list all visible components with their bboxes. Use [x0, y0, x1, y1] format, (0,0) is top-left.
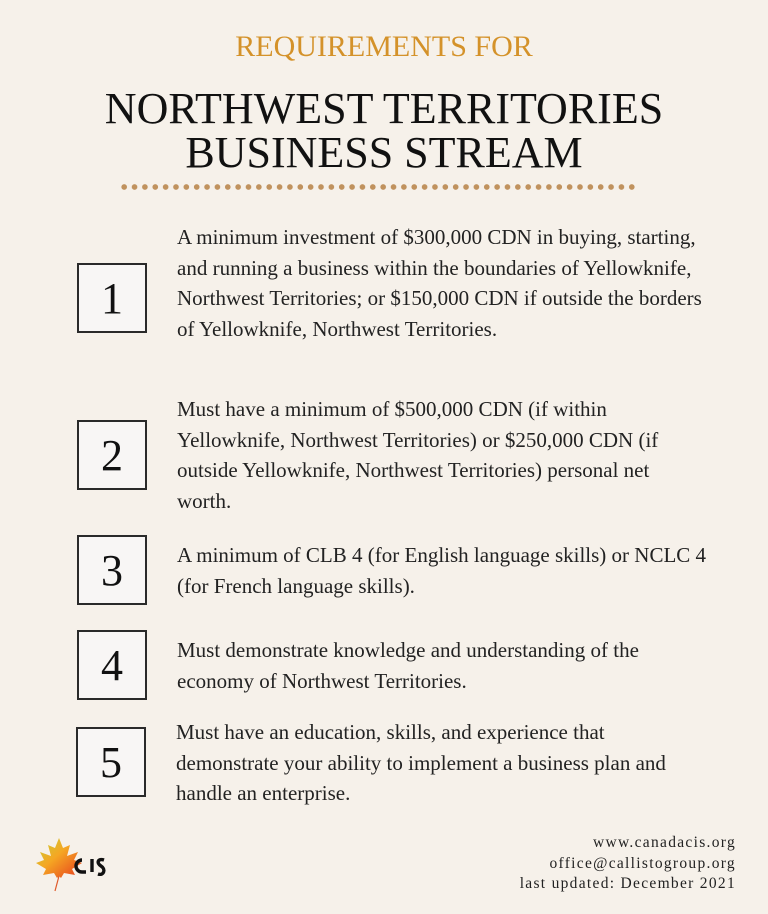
footer-contact: [520, 833, 736, 895]
number-box-2: 2: [77, 420, 147, 490]
requirement-3-text: A minimum of CLB 4 (for English language skills) or NCLC 4 (for French language skills).: [177, 543, 707, 598]
number-box-4: 4: [77, 630, 147, 700]
cis-logo: [26, 838, 116, 892]
title-line-2: BUSINESS STREAM: [185, 128, 583, 177]
number-box-1: 1: [77, 263, 147, 333]
maple-leaf-icon: [26, 838, 116, 892]
website-link[interactable]: www.canadacis.org: [592, 834, 736, 851]
number-box-5: 5: [76, 727, 146, 797]
last-updated: last updated: December 2021: [519, 875, 736, 892]
page-title: [0, 84, 768, 177]
title-line-1: NORTHWEST TERRITORIES: [104, 84, 664, 133]
email-link[interactable]: office@callistogroup.org: [549, 854, 736, 872]
dotted-divider: [119, 183, 639, 191]
requirement-4-text: Must demonstrate knowledge and understanding of the economy of Northwest Territories.: [177, 638, 639, 693]
number-box-3: 3: [77, 535, 147, 605]
subtitle: REQUIREMENTS FOR: [235, 30, 533, 63]
requirement-1-text: A minimum investment of $300,000 CDN in buying, starting, and running a business within the boundaries of Yellowknife, Northwest Territories; or $150,000 CDN if outside the borders of Yellowknife, Northwest Territories.: [177, 225, 702, 341]
requirement-2-text: Must have a minimum of $500,000 CDN (if within Yellowknife, Northwest Territories) or $250,000 CDN (if outside Yellowknife, Northwest Territories) personal net worth.: [177, 397, 659, 513]
requirement-5-text: Must have an education, skills, and experience that demonstrate your ability to implement a business plan and handle an enterprise.: [176, 720, 666, 805]
